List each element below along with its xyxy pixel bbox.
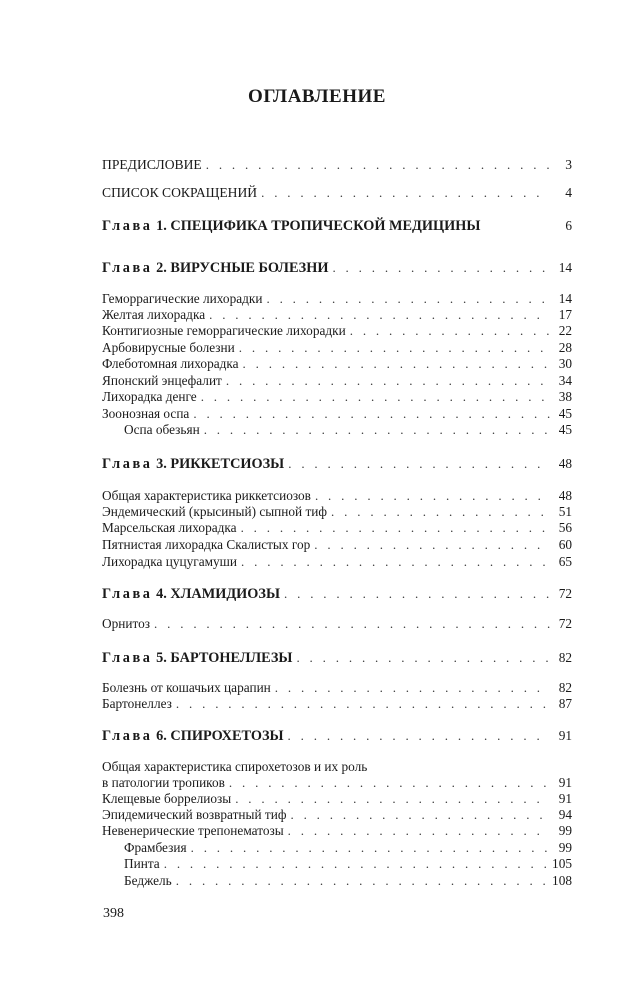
toc-entry-abbreviations: СПИСОК СОКРАЩЕНИЙ . . . 4 [102, 185, 572, 201]
toc-subentry: Фрамбезия . . . 99 [102, 840, 572, 856]
toc-entry: Пятнистая лихорадка Скалистых гор . . . 60 [102, 537, 572, 553]
toc-entry: Лихорадка цуцугамуши . . . 65 [102, 554, 572, 570]
toc-entry: Лихорадка денге . . . 38 [102, 389, 572, 405]
toc-subentry: Пинта . . . 105 [102, 856, 572, 872]
toc-subentry: Беджель . . . 108 [102, 873, 572, 889]
toc-entry: Эпидемический возвратный тиф . . . 94 [102, 807, 572, 823]
toc-entry: Желтая лихорадка . . . 17 [102, 307, 572, 323]
toc-entry: Общая характеристика риккетсиозов . . . 48 [102, 488, 572, 504]
toc-entry: Зоонозная оспа . . . 45 [102, 406, 572, 422]
toc-chapter-5: Глава 5. БАРТОНЕЛЛЕЗЫ . . . 82 [102, 650, 572, 666]
toc-entry: Бартонеллез . . . 87 [102, 696, 572, 712]
toc-chapter-2: Глава 2. ВИРУСНЫЕ БОЛЕЗНИ . . . 14 [102, 260, 572, 276]
toc-entry-preface: ПРЕДИСЛОВИЕ . . . 3 [102, 157, 572, 173]
toc-entry: Эндемический (крысиный) сыпной тиф . . . 51 [102, 504, 572, 520]
toc-entry: Болезнь от кошачьих царапин . . . 82 [102, 680, 572, 696]
page-number: 398 [103, 906, 124, 921]
toc-entry: Контигиозные геморрагические лихорадки . . . 22 [102, 323, 572, 339]
toc-entry: Невенерические трепонематозы . . . 99 [102, 823, 572, 839]
toc-entry: Арбовирусные болезни . . . 28 [102, 340, 572, 356]
toc-entry: Флеботомная лихорадка . . . 30 [102, 356, 572, 372]
toc-chapter-3: Глава 3. РИККЕТСИОЗЫ . . . 48 [102, 456, 572, 472]
toc-entry: Общая характеристика спирохетозов и их роль [102, 759, 368, 774]
toc-chapter-4: Глава 4. ХЛАМИДИОЗЫ . . . 72 [102, 586, 572, 602]
toc-entry: Марсельская лихорадка . . . 56 [102, 520, 572, 536]
toc-entry: Клещевые боррелиозы . . . 91 [102, 791, 572, 807]
toc-entry: в патологии тропиков . . . 91 [102, 775, 572, 791]
toc-entry: Орнитоз . . . 72 [102, 616, 572, 632]
toc-entry: Геморрагические лихорадки . . . 14 [102, 291, 572, 307]
toc-chapter-1: Глава 1. СПЕЦИФИКА ТРОПИЧЕСКОЙ МЕДИЦИНЫ 6 [102, 218, 572, 234]
toc-chapter-6: Глава 6. СПИРОХЕТОЗЫ . . . 91 [102, 728, 572, 744]
toc-entry: Японский энцефалит . . . 34 [102, 373, 572, 389]
toc-subentry: Оспа обезьян . . . 45 [102, 422, 572, 438]
page-title: ОГЛАВЛЕНИЕ [248, 86, 386, 107]
